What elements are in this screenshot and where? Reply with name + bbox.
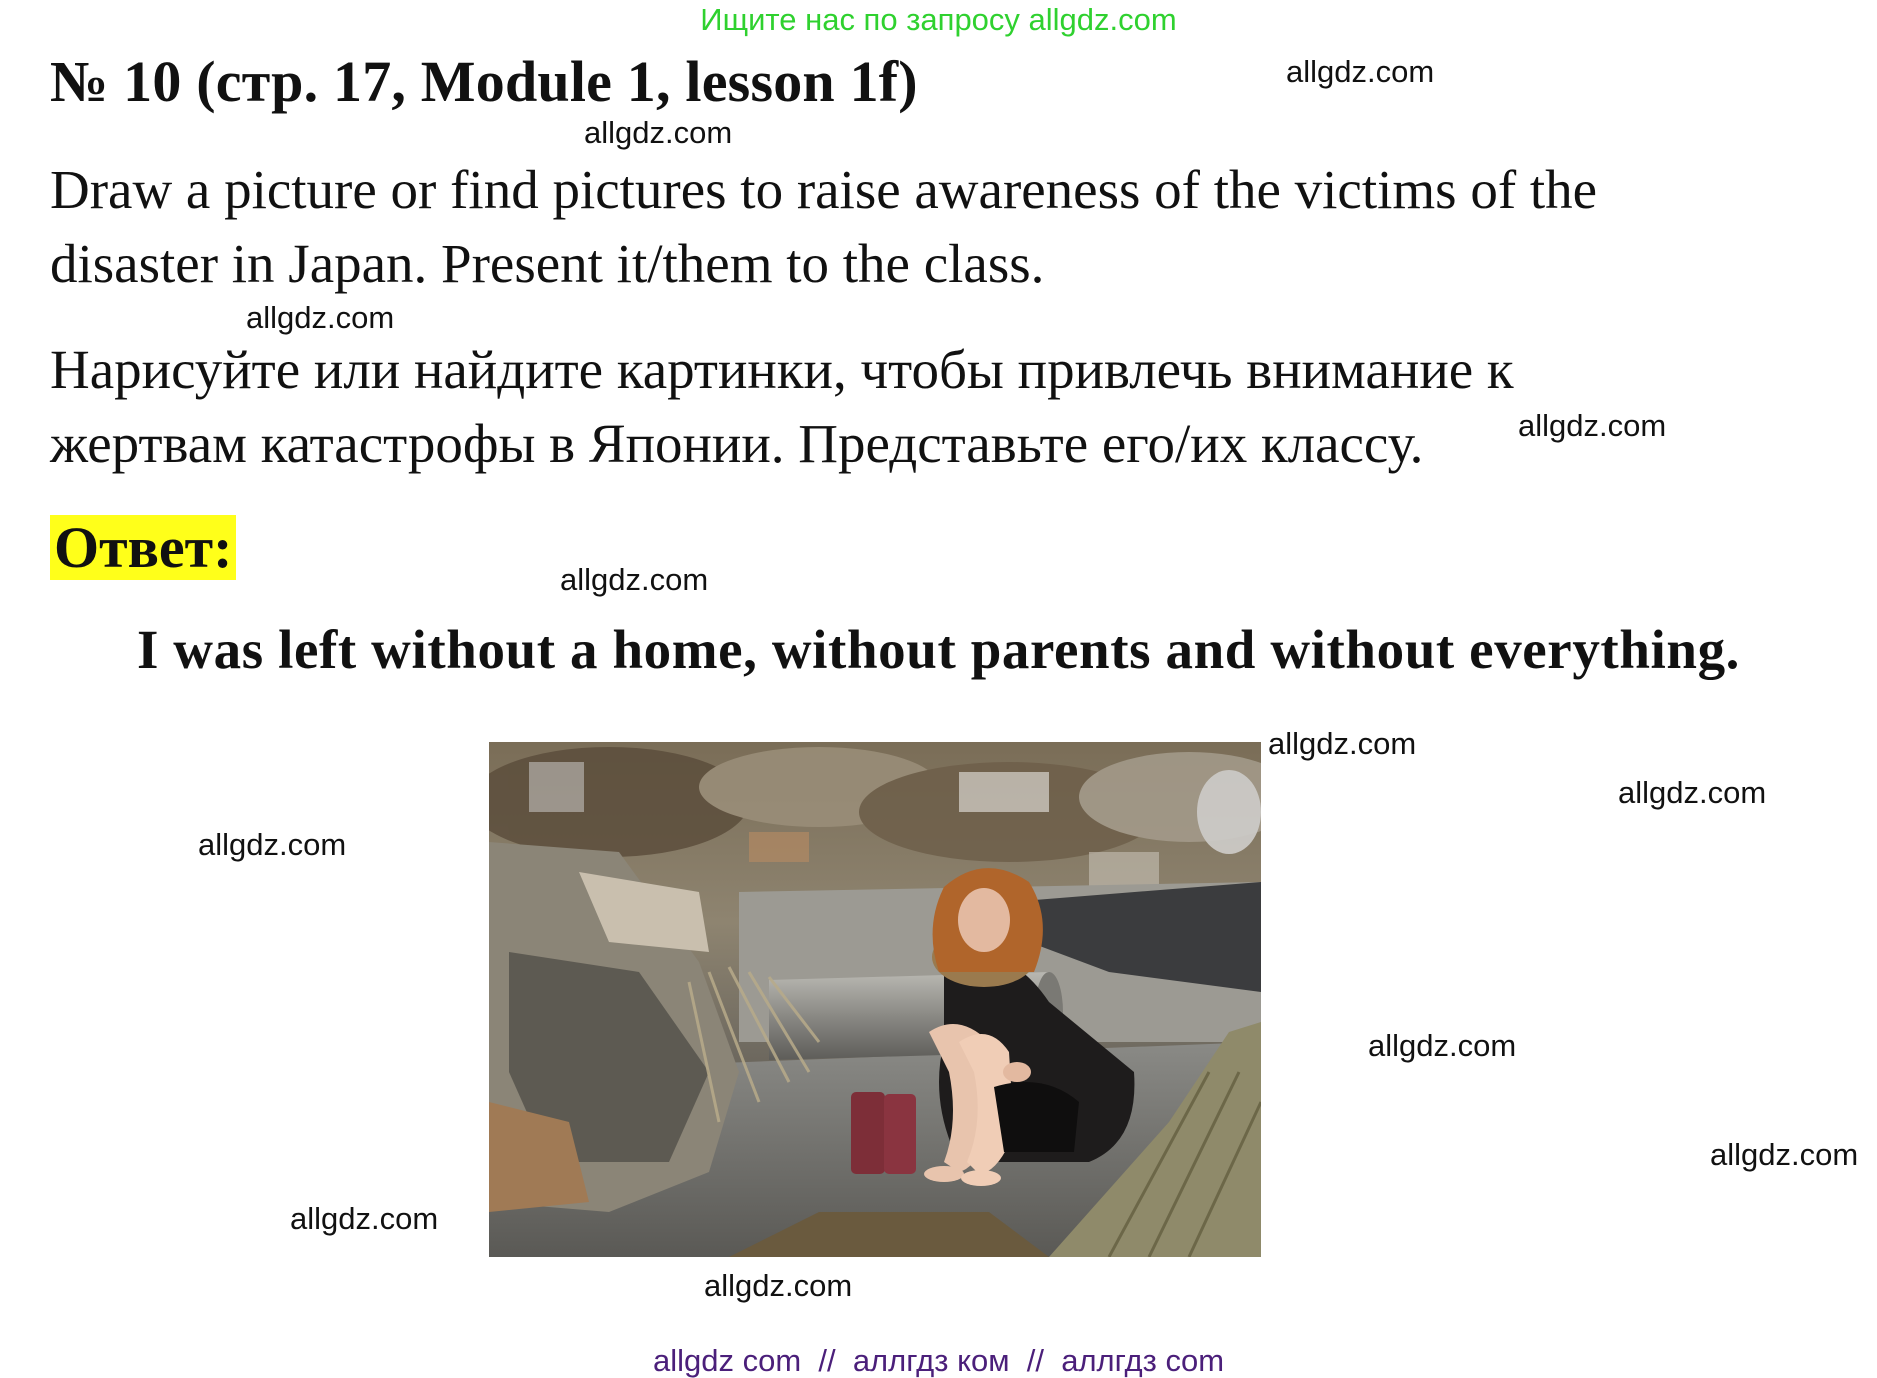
watermark: allgdz.com bbox=[1268, 726, 1417, 761]
english-instruction-line-1: Draw a picture or find pictures to raise awareness of the victims of the bbox=[50, 159, 1598, 220]
watermark: allgdz.com bbox=[1286, 54, 1435, 89]
footer-links[interactable]: allgdz com // аллгдз ком // аллгдз com bbox=[652, 1343, 1225, 1378]
answer-label: Ответ: bbox=[50, 515, 236, 580]
search-banner[interactable]: Ищите нас по запросу allgdz.com bbox=[700, 2, 1177, 37]
watermark: allgdz.com bbox=[1710, 1137, 1859, 1172]
watermark: allgdz.com bbox=[246, 300, 395, 335]
english-instruction-line-2: disaster in Japan. Present it/them to the class. bbox=[50, 233, 1045, 294]
watermark: allgdz.com bbox=[704, 1268, 853, 1303]
watermark: allgdz.com bbox=[584, 115, 733, 150]
russian-instruction-line-1: Нарисуйте или найдите картинки, чтобы привлечь внимание к bbox=[50, 339, 1514, 400]
russian-instruction-line-2: жертвам катастрофы в Японии. Представьте его/их классу. bbox=[50, 413, 1424, 474]
watermark: allgdz.com bbox=[1368, 1028, 1517, 1063]
task-heading: № 10 (стр. 17, Module 1, lesson 1f) bbox=[50, 49, 918, 114]
watermark: allgdz.com bbox=[1618, 775, 1767, 810]
watermark: allgdz.com bbox=[560, 562, 709, 597]
photo-illustration bbox=[489, 742, 1261, 1257]
answer-sentence: I was left without a home, without parents and without everything. bbox=[136, 619, 1741, 680]
watermark: allgdz.com bbox=[198, 827, 347, 862]
watermark: allgdz.com bbox=[1518, 408, 1667, 443]
disaster-victim-photo bbox=[489, 742, 1261, 1257]
watermark: allgdz.com bbox=[290, 1201, 439, 1236]
